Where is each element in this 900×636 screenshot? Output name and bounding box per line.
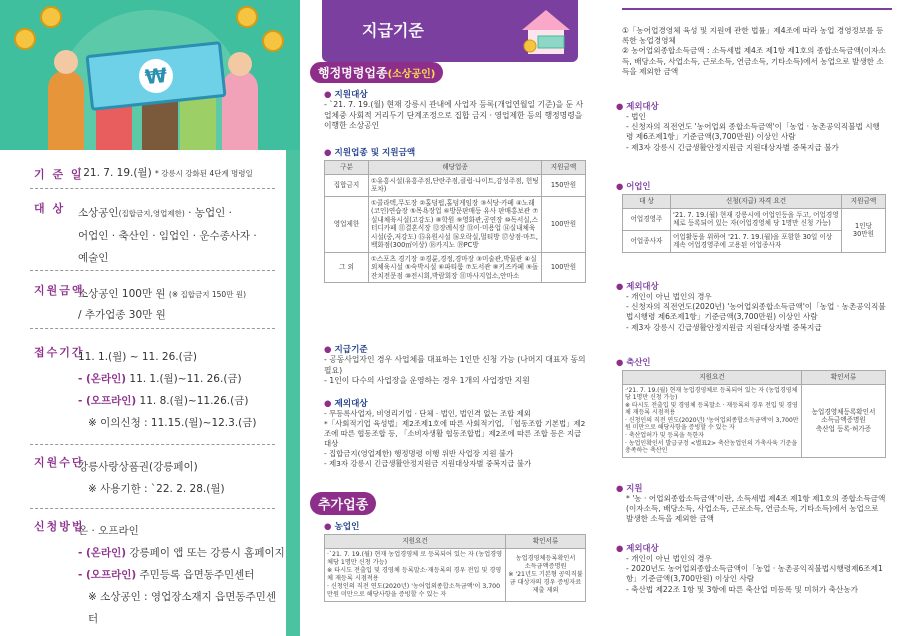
row-value-note: (※ 집합금지 150만 원) <box>168 290 246 299</box>
row-value-tag: - (온라인) <box>78 373 127 385</box>
coin-icon <box>14 28 36 50</box>
sub-heading: ● 축산인 <box>616 356 651 368</box>
body-text: - 공동사업자인 경우 사업체를 대표하는 1인만 신청 가능 (나머지 대표자 동의 필요) - 1인이 다수의 사업장을 운영하는 경우 1개의 사업장만 지원 <box>324 355 586 385</box>
sub-heading: ● 지원 <box>616 482 642 494</box>
row-value-note: (집합금지,영업제한) <box>118 209 185 218</box>
money-bill-icon: ₩ <box>85 41 226 111</box>
row-value: 11. 1.(월) ~ 11. 26.(금) <box>78 351 197 363</box>
row-value: 강릉페이 앱 또는 강릉시 홈페이지 <box>129 547 285 559</box>
sub-heading: ● 제외대상 <box>616 280 659 292</box>
sub-heading: ● 제외대상 <box>616 542 659 554</box>
table-row: ·`21. 7. 19.(월) 현재 농업경영체 로 등록되어 있는 자 (농업경영체당 1명만 신청 가능) ※ 타시도 전출입 및 경영체 등록말소·재등록의 경우 전입 및 경영체 재등록 시점적용 · 신청인의 직전 연도(2020년) '농어업외종합소득금액'이 3,700만원 미만으로 해당사항을 증빙할 수 있는 자 농업경영체등록확인서 소득금액증명원 ※ '21년도 기본형 공익직불금 대상자의 경우 증빙자료 제출 제외 <box>325 548 586 601</box>
row-target <box>0 202 286 269</box>
divider <box>30 328 275 329</box>
table-header: 지원금액 <box>842 195 886 209</box>
row-value: 강릉사랑상품권(강릉페이) <box>78 461 198 473</box>
row-label: 지원금액 <box>34 284 85 297</box>
row-value-tag: - (온라인) <box>78 547 127 559</box>
table-header: 확인서류 <box>802 371 886 385</box>
section-header-extra: 추가업종 <box>310 492 376 515</box>
divider <box>30 444 275 445</box>
sub-heading: ● 제외대상 <box>616 100 659 112</box>
row-label: 접수기간 <box>34 346 85 359</box>
title-banner <box>322 0 578 62</box>
row-label: 신청방법 <box>34 520 85 533</box>
row-label: 대 상 <box>34 202 66 215</box>
row-note: * 강릉시 강화된 4단계 명령일 <box>155 169 253 178</box>
divider <box>30 270 275 271</box>
row-value: ※ 사용기한 : `22. 2. 28.(월) <box>88 483 225 495</box>
section-tag: (소상공인) <box>387 69 436 80</box>
row-value: 11. 8.(월)~11.26.(금) <box>139 395 249 407</box>
row-amount <box>0 284 286 325</box>
sub-heading: ● 제외대상 <box>324 397 368 409</box>
row-value-tag: - (오프라인) <box>78 569 137 581</box>
sub-heading: ● 농업인 <box>324 520 359 532</box>
sub-heading: ● 지원대상 <box>324 88 368 100</box>
row-value: 소상공인 100만 원 <box>78 288 166 300</box>
hero-illustration <box>0 0 300 150</box>
table-row: 집합금지 ①유흥시설(유흥주점,단란주점,클럽·나이트,감성주점, 헌팅포차) 150만원 <box>325 174 586 196</box>
body-text: - 무등록사업자, 비영리기업 · 단체 · 법인, 법인격 없는 조합 제외 *「사회적기업 육성법」제2조제1호에 따른 사회적기업, 「협동조합 기본법」제2조에 따른 협동조합 등, 「소비자생활 협동조합법」제2조에 따른 조합 등은 지급 대상 - 집합금지(영업제한) 행정명령 이행 위반 사업장 지원 불가 - 제3자 강릉시 긴급생활안정지원금 지원대상자별 중복지급 불가 <box>324 409 586 468</box>
coin-icon <box>236 6 258 28</box>
coin-icon <box>40 6 62 28</box>
row-value: 어업인 · 축산인 · 임업인 · 운수종사자 · <box>78 230 257 242</box>
industry-table <box>324 160 586 283</box>
row-value: 온 · 오프라인 <box>78 525 139 537</box>
row-value: 소상공인 <box>78 207 119 219</box>
row-label: 기 준 일 <box>34 168 84 181</box>
body-text: - 개인이 아닌 법인의 경우 - 2020년도 농어업외종합소득금액이「농업 · 농촌공익직불법시행령제6조제1항」기준금액(3,700만원) 이상인 사람 - 축산법 제22조 1항 및 3항에 따른 축산업 미등록 및 미허가 축산농가 <box>626 554 883 594</box>
row-label: 지원수단 <box>34 456 85 469</box>
fisher-table <box>622 194 886 253</box>
table-header: 대 상 <box>623 195 671 209</box>
row-value: · 농업인 · <box>188 207 232 219</box>
person-figure <box>48 70 84 150</box>
sub-heading: ● 어업인 <box>616 180 651 192</box>
row-period <box>0 346 286 434</box>
section-header-admin: 행정명령업종(소상공인) <box>310 62 443 83</box>
sub-heading: ● 지급기준 <box>324 343 368 355</box>
coin-icon <box>262 30 284 52</box>
table-row: ·'21. 7. 19.(월) 현재 농업경영체로 등록되어 있는 자 (농업경영체당 1명만 신청 가능) ※ 타시도 전출입 및 경영체 등록말소 · 재등록의 경우 전입 및 경영체 재등록 시점적용 · 신청인의 직전 연도(2020년) '농어업외종합소득금액'이 3,700만원 미만으로 해당사항을 증빙할 수 있는 자 · 축산업허가 및 등록을 득한자 · 농업인확인서 발급규정 <별표2> 축산농업인의 가축사육 기준을 충족하는 축산인 농업경영체등록확인서 소득금액증명원 축산업 등록·허가증 <box>623 384 886 457</box>
house-money-icon <box>518 6 574 58</box>
row-value: / 추가업종 30만 원 <box>78 309 166 321</box>
sub-heading: ● 지원업종 및 지원금액 <box>324 146 415 158</box>
person-head <box>228 52 252 76</box>
table-header: 확인서류 <box>506 535 586 549</box>
table-row: 어업경영주 '21. 7. 19.(월) 현재 강릉시에 어업인등을 두고, 어업경영체로 등록되어 있는 자(어업경영체 당 1명만 신청 가능) 1인당 30만원 <box>623 208 886 230</box>
panel-left <box>0 0 300 636</box>
panel-middle <box>300 0 600 636</box>
farmer-table <box>324 534 586 602</box>
table-header: 지원금액 <box>542 161 586 175</box>
body-text: - `21. 7. 19.(월) 현재 강릉시 관내에 사업자 등록(개업연월일 기준)을 둔 사업체중 사회적 거리두기 단계조정으로 집합 금지 · 영업제한 등의 행정명령을 이행한 소상공인 <box>324 100 584 130</box>
row-standard-date <box>0 166 286 182</box>
info-list <box>0 150 300 636</box>
table-header: 지원요건 <box>325 535 506 549</box>
person-figure <box>222 70 258 150</box>
panel-right <box>600 0 900 636</box>
row-value: ※ 소상공인 : 영업장소재지 읍면동주민센터 <box>88 591 276 625</box>
table-header: 지원요건 <box>623 371 802 385</box>
row-value: `21. 7. 19.(월) <box>78 167 152 179</box>
table-row: 영업제한 ①콜라텍,무도장 ②홀덤펍,홀덤게임장 ③식당·카페 ④노래(코인)연습장 ⑤목욕장업 ⑥방문판매등 유사 판매홍보관 ⑦실내체육시설(고강도) ⑧학원 ⑨영화관,공연장 ⑩독서실,스터디카페 ⑪결혼식장 ⑫장례식장 ⑬이·미용업 ⑭실내체육시설(중,저강도) ⑮유원시설 ⑯오락실,멀티방 ⑰상점·마트,백화점(300㎡이상) ⑱카지노 ⑲PC방 100만원 <box>325 196 586 252</box>
table-row: 어업종사자 어업활동을 위하여 '21. 7. 19.(월)을 포함한 30일 이상 계속 어업경영주에 고용된 어업종사자 <box>623 230 886 252</box>
livestock-table <box>622 370 886 458</box>
person-head <box>54 50 78 74</box>
row-value: ※ 이의신청 : 11.15.(월)~12.3.(금) <box>88 417 257 429</box>
divider <box>30 508 275 509</box>
row-value: 11. 1.(월)~11. 26.(금) <box>129 373 242 385</box>
body-text: * '농 · 어업외종합소득금액'이란, 소득세법 제4조 제1항 제1호의 종합소득금액(이자소득, 배당소득, 사업소득, 근로소득, 연금소득, 기타소득)에서 농업으로 발생한 소득을 제외한 금액 <box>626 494 886 524</box>
body-text: ①「농어업경영체 육성 및 지원에 관한 법률」제4조에 따라 농업 경영정보를 등록한 농업경영체 ② 농어업외종합소득금액 : 소득세법 제4조 제1항 제1호의 종합소득금액(이자소득, 배당소득, 사업소득, 근로소득, 연금소득, 기타소득)에서 농업으로 발생한 소득을 제외한 금액 <box>622 26 886 76</box>
row-means <box>0 456 286 500</box>
divider <box>30 188 275 189</box>
table-row: 그 외 ①스포츠 경기장 ②경륜,경정,경마장 ③미술관,박물관 ④실외체육시설 ⑤숙박시설 ⑥파티룸 ⑦도서관 ⑧키즈카페 ⑨돌잔치전문점 ⑩전시회,박람회장 ⑪마사지업소,안마소 100만원 <box>325 252 586 283</box>
row-value: 예술인 <box>78 252 109 264</box>
row-method <box>0 520 286 630</box>
row-value-tag: - (오프라인) <box>78 395 137 407</box>
row-value: 주민등록 읍면동주민센터 <box>139 569 255 581</box>
table-header: 해당업종 <box>369 161 542 175</box>
body-text: - 법인 - 신청자의 직전연도 '농어업외 종합소득금액'이「농업 · 농촌공익직불법 시행령 제6조제1항」기준금액(3,700만원) 이상인 사람 - 제3자 강릉시 긴급생활안정지원금 지원대상자별 중복지급 불가 <box>626 112 880 152</box>
body-text: - 개인이 아닌 법인의 경우 - 신청자의 직전연도(2020년) '농어업외종합소득금액'이「농업 · 농촌공익직불법시행령 제6조제1항」기준금액(3,700만원) 이상인 사람 - 제3자 강릉시 긴급생활안정지원금 지원대상자별 중복지급 <box>626 292 886 332</box>
page-title: 지급기준 <box>362 21 424 40</box>
table-header: 신청(지급) 자격 요건 <box>671 195 842 209</box>
table-header: 구분 <box>325 161 369 175</box>
top-rule <box>622 8 892 10</box>
